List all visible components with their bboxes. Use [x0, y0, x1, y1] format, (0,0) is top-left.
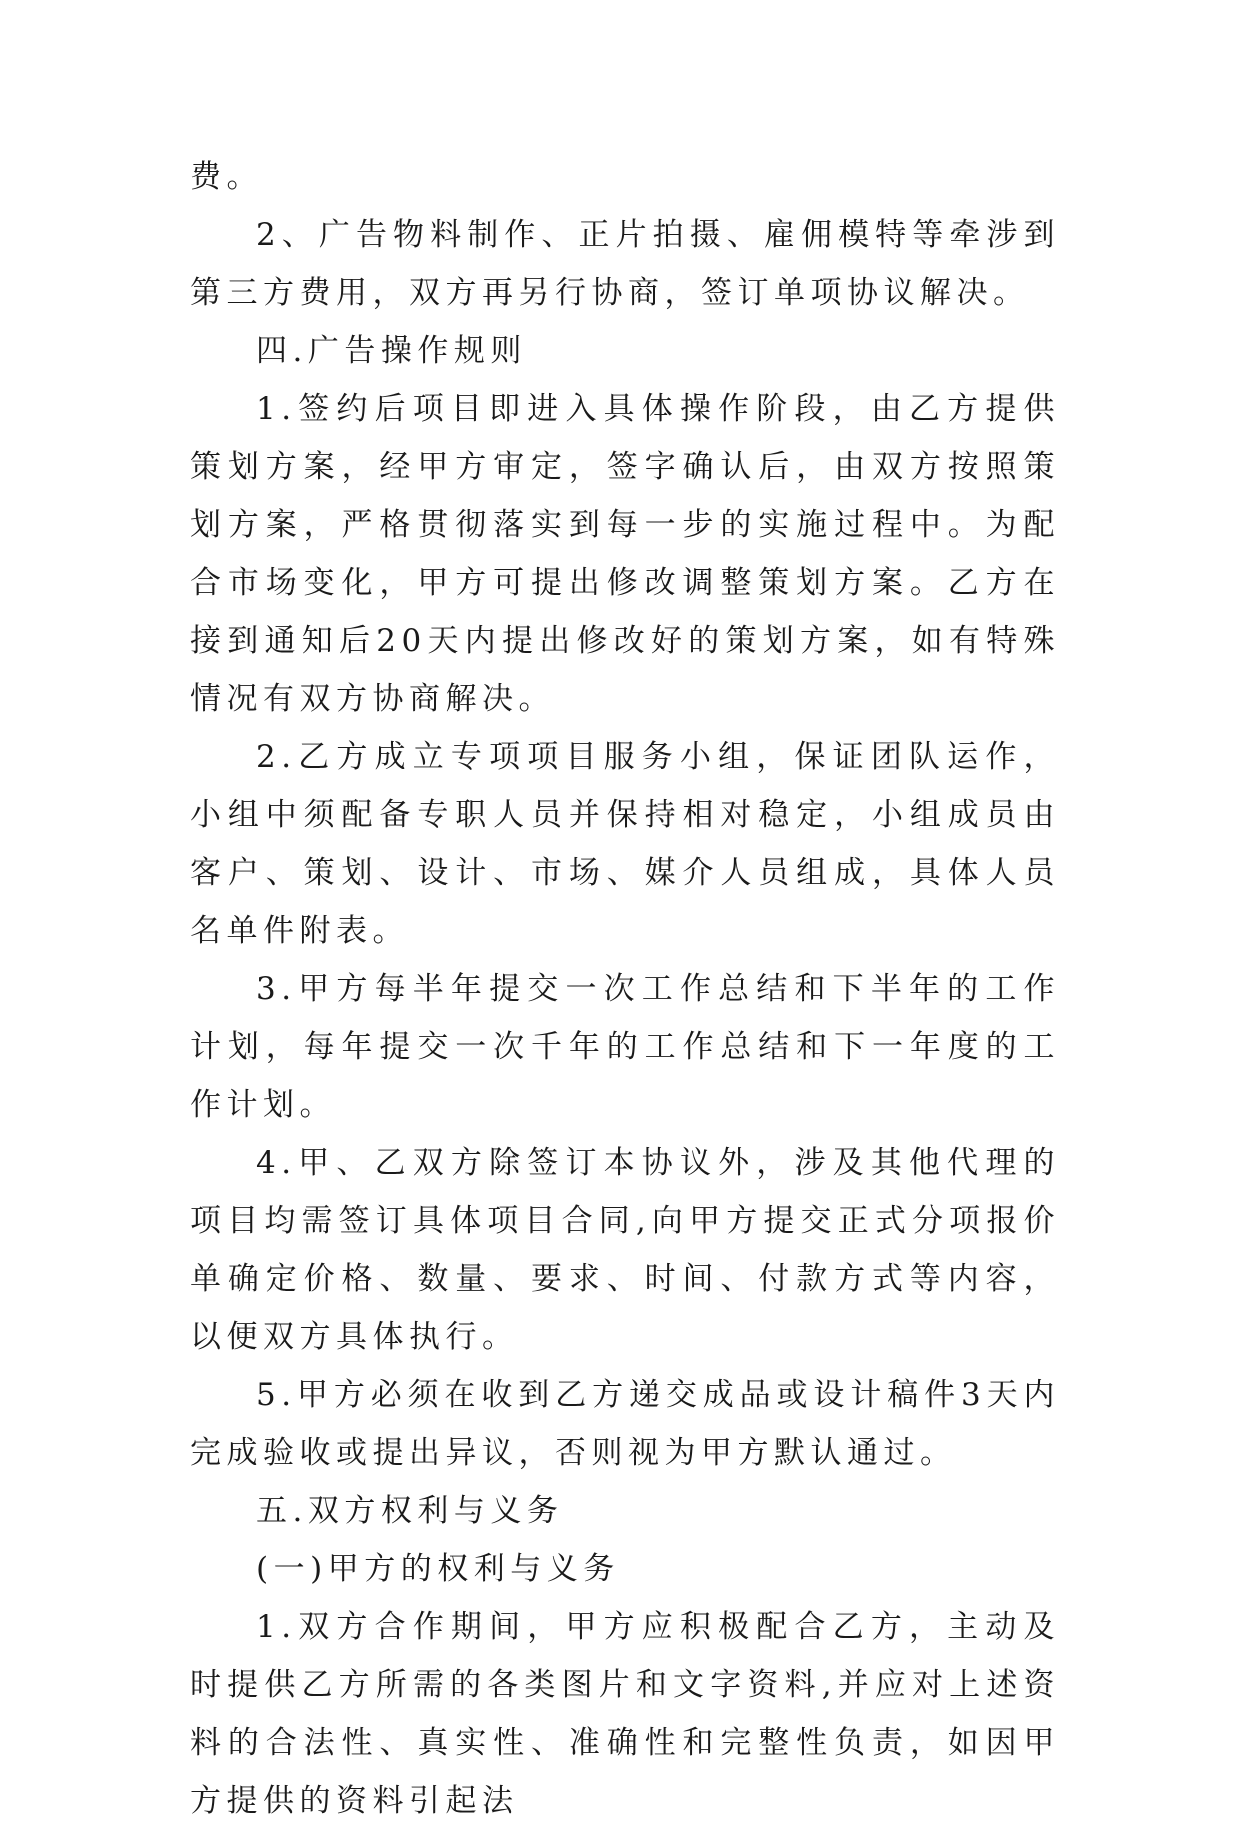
- paragraph-clause-4-5: 5.甲方必须在收到乙方递交成品或设计稿件3天内完成验收或提出异议，否则视为甲方默认通过。: [190, 1377, 1060, 1471]
- paragraph-continuation: 费。: [190, 159, 263, 195]
- paragraph-clause-4-3: 3.甲方每半年提交一次工作总结和下半年的工作计划，每年提交一次千年的工作总结和下一年度的工作计划。: [190, 971, 1060, 1123]
- section-heading-4: 四.广告操作规则: [256, 333, 527, 369]
- paragraph-clause-4-4: 4.甲、乙双方除签订本协议外，涉及其他代理的项目均需签订具体项目合同,向甲方提交正式分项报价单确定价格、数量、要求、时间、付款方式等内容，以便双方具体执行。: [190, 1145, 1060, 1355]
- section-heading-5: 五.双方权利与义务: [256, 1493, 564, 1529]
- paragraph-clause-4-1: 1.签约后项目即进入具体操作阶段，由乙方提供策划方案，经甲方审定，签字确认后，由双方按照策划方案，严格贯彻落实到每一步的实施过程中。为配合市场变化，甲方可提出修改调整策划方案。乙方在接到通知后20天内提出修改好的策划方案，如有特殊情况有双方协商解决。: [190, 391, 1060, 717]
- paragraph-clause-5-1-1: 1.双方合作期间，甲方应积极配合乙方，主动及时提供乙方所需的各类图片和文字资料,并应对上述资料的合法性、真实性、准确性和完整性负责，如因甲方提供的资料引起法: [190, 1609, 1060, 1819]
- document-body: [190, 148, 1060, 1830]
- paragraph-clause-4-2: 2.乙方成立专项项目服务小组，保证团队运作，小组中须配备专职人员并保持相对稳定，小组成员由客户、策划、设计、市场、媒介人员组成，具体人员名单件附表。: [190, 739, 1060, 949]
- paragraph-clause-3-2: 2、广告物料制作、正片拍摄、雇佣模特等牵涉到第三方费用，双方再另行协商，签订单项协议解决。: [190, 217, 1060, 311]
- subsection-heading-5-1: (一)甲方的权利与义务: [256, 1551, 620, 1587]
